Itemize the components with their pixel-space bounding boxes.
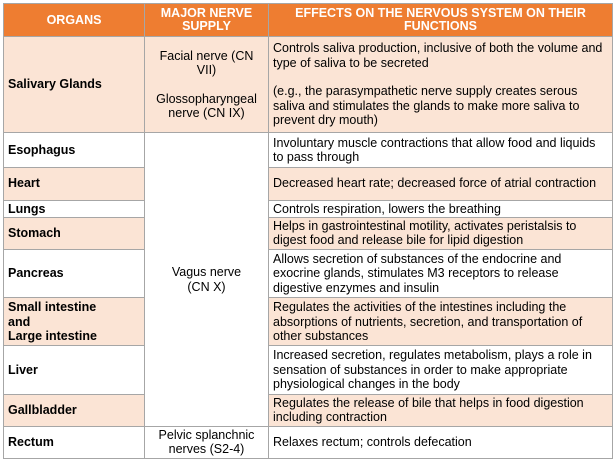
effect-text: Controls saliva production, inclusive of both the volume and type of saliva to be secreted: [273, 41, 603, 70]
table-row: [4, 298, 613, 346]
effect-cell: Increased secretion, regulates metabolism, plays a role in sensation of substances in order to make appropriate physiological changes in the body: [269, 346, 613, 394]
table-row: [4, 37, 613, 133]
table-row: [4, 217, 613, 249]
effect-cell: Involuntary muscle contractions that allow food and liquids to pass through: [269, 133, 613, 167]
header-row: [4, 4, 613, 37]
nerve-cell: [145, 37, 269, 133]
organ-nerve-table: [3, 3, 613, 459]
nerve-glossopharyngeal: Glossopharyngeal nerve (CN IX): [156, 91, 257, 121]
vagus-line-1: Vagus nerve: [171, 265, 242, 280]
vagus-nerve-cell: [145, 133, 269, 426]
organ-cell: Stomach: [4, 217, 145, 249]
effect-cell: Helps in gastrointestinal motility, activates peristalsis to digest food and release bile for lipid digestion: [269, 217, 613, 249]
spacer: [273, 70, 608, 84]
table-row: [4, 249, 613, 297]
table-row: [4, 346, 613, 394]
nerve-facial: Facial nerve (CN VII): [159, 48, 254, 78]
organ-cell: Salivary Glands: [4, 37, 145, 133]
vagus-line-2: (CN X): [187, 279, 226, 294]
organ-line-small-intestine: Small intestine: [8, 300, 97, 315]
effect-note: (e.g., the parasympathetic nerve supply creates serous saliva and stimulates the glands to make more saliva to prevent dry mouth): [273, 84, 580, 128]
organ-cell: Gallbladder: [4, 394, 145, 426]
effect-cell: Regulates the activities of the intestines including the absorptions of nutrients, secretion, and transportation of other substances: [269, 298, 613, 346]
organ-cell: Heart: [4, 167, 145, 200]
effect-cell: Controls respiration, lowers the breathing: [269, 200, 613, 217]
header-effects: EFFECTS ON THE NERVOUS SYSTEM ON THEIR FUNCTIONS: [269, 4, 613, 37]
spacer: [149, 78, 264, 92]
organ-line-and: and: [8, 314, 31, 329]
organ-cell: Liver: [4, 346, 145, 394]
effect-cell: [269, 37, 613, 133]
organ-cell: Esophagus: [4, 133, 145, 167]
effect-cell: Allows secretion of substances of the endocrine and exocrine glands, stimulates M3 receptors to release digestive enzymes and insulin: [269, 249, 613, 297]
organ-line-large-intestine: Large intestine: [8, 329, 97, 344]
table-row: [4, 133, 613, 167]
table-row: [4, 200, 613, 217]
table-row: [4, 426, 613, 458]
effect-cell: Relaxes rectum; controls defecation: [269, 426, 613, 458]
organ-cell: Rectum: [4, 426, 145, 458]
organ-cell: [4, 298, 145, 346]
effect-cell: Decreased heart rate; decreased force of atrial contraction: [269, 167, 613, 200]
effect-cell: Regulates the release of bile that helps in food digestion including contraction: [269, 394, 613, 426]
header-nerve-supply: MAJOR NERVE SUPPLY: [145, 4, 269, 37]
nerve-cell: Pelvic splanchnic nerves (S2-4): [145, 426, 269, 458]
header-organs: ORGANS: [4, 4, 145, 37]
organ-cell: Lungs: [4, 200, 145, 217]
table-row: [4, 167, 613, 200]
table-row: [4, 394, 613, 426]
organ-cell: Pancreas: [4, 249, 145, 297]
